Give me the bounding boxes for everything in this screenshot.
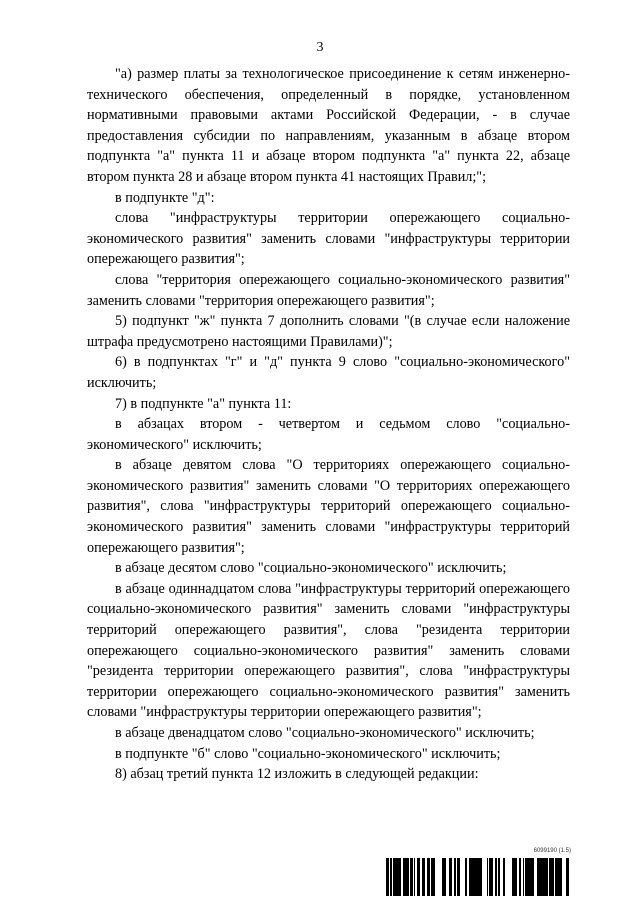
paragraph-11: в абзаце одиннадцатом слова "инфраструктуры территорий опережающего социально-экономического развития" заменить словами "инфраструктуры территорий опережающего развития", слова "резидента территории опережающего социально-экономического развития" заменить словами "резидента территории опережающего развития", слова "инфраструктуры территории опережающего социально-экономического развития" заменить словами "инфраструктуры территории опережающего развития"; — [87, 580, 570, 721]
page-number: 3 — [316, 40, 324, 55]
barcode-icon — [386, 858, 571, 896]
paragraph-13: в подпункте "б" слово "социально-экономического" исключить; — [115, 745, 501, 762]
paragraph-2: в подпункте "д": — [115, 189, 215, 206]
paragraph-12: в абзаце двенадцатом слово "социально-экономического" исключить; — [115, 725, 535, 741]
paragraph-1: "а) размер платы за технологическое присоединение к сетям инженерно-технического обеспечения, определенный в порядке, установленном нормативными правовыми актами Российской Федерации, - в случае предоставления субсидии по направлениям, указанным в абзаце втором подпункта "а" пункта 11 и абзаце втором подпункта "а" пункта 22, абзаце втором пункта 28 и абзаце втором пункта 41 настоящих Правил;"; — [87, 66, 570, 185]
paragraph-6: 6) в подпунктах "г" и "д" пункта 9 слово "социально-экономического" исключить; — [87, 354, 570, 391]
paragraph-3: слова "инфраструктуры территории опережающего социально-экономического развития" заменить словами "инфраструктуры территории опережающего развития"; — [87, 210, 570, 268]
document-body — [87, 64, 570, 785]
paragraph-9: в абзаце девятом слова "О территориях опережающего социально-экономического развития" заменить словами "О территориях опережающего развития", слова "инфраструктуры территорий опережающего социально-экономического развития" заменить словами "инфраструктуры территорий опережающего развития"; — [87, 457, 570, 556]
barcode — [386, 848, 571, 898]
barcode-code: 6099190 (1.5) — [533, 848, 571, 854]
paragraph-14: 8) абзац третий пункта 12 изложить в следующей редакции: — [115, 766, 479, 783]
paragraph-8: в абзацах втором - четвертом и седьмом слово "социально-экономического" исключить; — [87, 416, 570, 453]
paragraph-10: в абзаце десятом слово "социально-экономического" исключить; — [115, 560, 507, 577]
paragraph-4: слова "территория опережающего социально-экономического развития" заменить словами "территория опережающего развития"; — [87, 271, 570, 309]
paragraph-5: 5) подпункт "ж" пункта 7 дополнить словами "(в случае если наложение штрафа предусмотрено настоящими Правилами)"; — [87, 313, 570, 350]
paragraph-7: 7) в подпункте "а" пункта 11: — [115, 395, 292, 412]
